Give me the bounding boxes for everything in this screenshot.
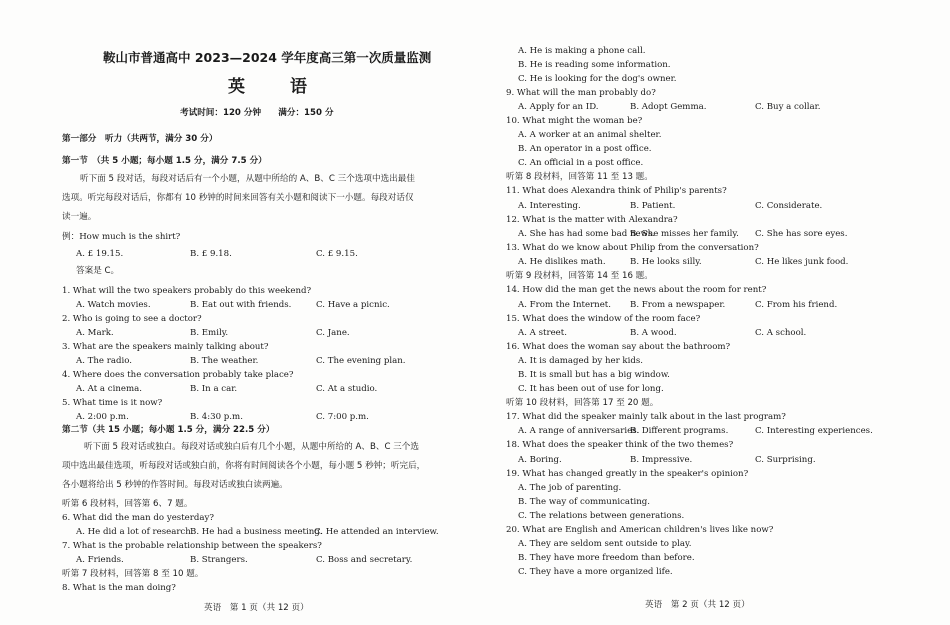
q3-option-b: B. The weather. — [190, 356, 259, 366]
q16-option-b: B. It is small but has a big window. — [518, 370, 670, 380]
q9-option-b: B. Adopt Gemma. — [630, 102, 707, 112]
q13-option-b: B. He looks silly. — [630, 257, 702, 267]
material-10-note: 听第 10 段材料，回答第 17 至 20 题。 — [506, 398, 659, 408]
q6-option-a: A. He did a lot of research. — [76, 527, 194, 537]
q4-option-a: A. At a cinema. — [76, 384, 142, 394]
q16-option-a: A. It is damaged by her kids. — [518, 356, 644, 366]
part-1-heading: 第一部分 听力（共两节，满分 30 分） — [62, 134, 218, 144]
q14-option-c: C. From his friend. — [755, 300, 838, 310]
page-2 — [475, 0, 950, 625]
q18-option-c: C. Surprising. — [755, 455, 816, 465]
q17-option-c: C. Interesting experiences. — [755, 426, 873, 436]
question-20: 20. What are English and American children's lives like now? — [506, 525, 774, 535]
q11-option-a: A. Interesting. — [518, 201, 581, 211]
example-question: 例：How much is the shirt? — [62, 232, 181, 242]
q8-option-a: A. He is making a phone call. — [518, 46, 646, 56]
q5-option-b: B. 4:30 p.m. — [190, 412, 243, 422]
question-16: 16. What does the woman say about the bathroom? — [506, 342, 731, 352]
q9-option-c: C. Buy a collar. — [755, 102, 821, 112]
q18-option-a: A. Boring. — [518, 455, 562, 465]
question-3: 3. What are the speakers mainly talking about? — [62, 342, 269, 352]
question-6: 6. What did the man do yesterday? — [62, 513, 214, 523]
exam-title: 鞍山市普通高中 2023—2024 学年度高三第一次质量监测 — [103, 50, 432, 65]
question-4: 4. Where does the conversation probably take place? — [62, 370, 294, 380]
q5-option-a: A. 2:00 p.m. — [76, 412, 129, 422]
q5-option-c: C. 7:00 p.m. — [316, 412, 369, 422]
q15-option-a: A. A street. — [518, 328, 567, 338]
q10-option-b: B. An operator in a post office. — [518, 144, 652, 154]
question-9: 9. What will the man probably do? — [506, 88, 656, 98]
q7-option-b: B. Strangers. — [190, 555, 248, 565]
q1-option-c: C. Have a picnic. — [316, 300, 390, 310]
q1-option-a: A. Watch movies. — [76, 300, 151, 310]
q16-option-c: C. It has been out of use for long. — [518, 384, 664, 394]
q19-option-a: A. The job of parenting. — [518, 483, 622, 493]
question-8: 8. What is the man doing? — [62, 583, 176, 593]
q19-option-b: B. The way of communicating. — [518, 497, 651, 507]
exam-info: 考试时间：120 分钟 满分：150 分 — [180, 108, 334, 118]
subject-title: 英 语 — [228, 77, 321, 97]
q17-option-b: B. Different programs. — [630, 426, 729, 436]
question-11: 11. What does Alexandra think of Philip's parents? — [506, 186, 727, 196]
q4-option-b: B. In a car. — [190, 384, 238, 394]
page-2-footer: 英语 第 2 页（共 12 页） — [645, 600, 750, 610]
q8-option-b: B. He is reading some information. — [518, 60, 671, 70]
question-18: 18. What does the speaker think of the two themes? — [506, 440, 734, 450]
q6-option-c: C. He attended an interview. — [314, 527, 439, 537]
question-1: 1. What will the two speakers probably do this weekend? — [62, 286, 312, 296]
q3-option-a: A. The radio. — [76, 356, 132, 366]
q20-option-b: B. They have more freedom than before. — [518, 553, 695, 563]
question-5: 5. What time is it now? — [62, 398, 163, 408]
q3-option-c: C. The evening plan. — [316, 356, 406, 366]
section-2-heading: 第二节（共 15 小题；每小题 1.5 分，满分 22.5 分） — [62, 425, 275, 435]
material-6-note: 听第 6 段材料，回答第 6、7 题。 — [62, 499, 193, 509]
instructions-1-line1: 听下面 5 段对话，每段对话后有一个小题，从题中所给的 A、B、C 三个选项中选出最佳 — [80, 174, 415, 184]
example-option-b: B. £ 9.18. — [190, 249, 232, 259]
q4-option-c: C. At a studio. — [316, 384, 378, 394]
q17-option-a: A. A range of anniversaries. — [518, 426, 640, 436]
q8-option-c: C. He is looking for the dog's owner. — [518, 74, 677, 84]
q18-option-b: B. Impressive. — [630, 455, 693, 465]
q2-option-a: A. Mark. — [76, 328, 114, 338]
question-10: 10. What might the woman be? — [506, 116, 643, 126]
material-8-note: 听第 8 段材料，回答第 11 至 13 题。 — [506, 172, 653, 182]
section-1-heading: 第一节 （共 5 小题；每小题 1.5 分，满分 7.5 分） — [62, 156, 267, 166]
page-1-footer: 英语 第 1 页（共 12 页） — [204, 603, 309, 613]
q15-option-b: B. A wood. — [630, 328, 677, 338]
q12-option-a: A. She has had some bad news. — [518, 229, 656, 239]
question-13: 13. What do we know about Philip from the conversation? — [506, 243, 759, 253]
question-19: 19. What has changed greatly in the speaker's opinion? — [506, 469, 749, 479]
q9-option-a: A. Apply for an ID. — [518, 102, 599, 112]
question-17: 17. What did the speaker mainly talk about in the last program? — [506, 412, 786, 422]
question-14: 14. How did the man get the news about the room for rent? — [506, 285, 767, 295]
example-option-c: C. £ 9.15. — [316, 249, 358, 259]
q14-option-b: B. From a newspaper. — [630, 300, 726, 310]
q10-option-c: C. An official in a post office. — [518, 158, 644, 168]
q2-option-c: C. Jane. — [316, 328, 350, 338]
q19-option-c: C. The relations between generations. — [518, 511, 685, 521]
q20-option-a: A. They are seldom sent outside to play. — [518, 539, 692, 549]
question-2: 2. Who is going to see a doctor? — [62, 314, 202, 324]
q14-option-a: A. From the Internet. — [518, 300, 611, 310]
q1-option-b: B. Eat out with friends. — [190, 300, 292, 310]
material-7-note: 听第 7 段材料，回答第 8 至 10 题。 — [62, 569, 204, 579]
q13-option-a: A. He dislikes math. — [518, 257, 606, 267]
q11-option-c: C. Considerate. — [755, 201, 823, 211]
example-option-a: A. £ 19.15. — [76, 249, 124, 259]
q2-option-b: B. Emily. — [190, 328, 229, 338]
instructions-2-line3: 各小题将给出 5 秒钟的作答时间。每段对话或独白读两遍。 — [62, 480, 288, 490]
instructions-1-line3: 读一遍。 — [62, 212, 97, 222]
q10-option-a: A. A worker at an animal shelter. — [518, 130, 662, 140]
instructions-2-line1: 听下面 5 段对话或独白。每段对话或独白后有几个小题，从题中所给的 A、B、C 三个选 — [84, 442, 419, 452]
material-9-note: 听第 9 段材料，回答第 14 至 16 题。 — [506, 271, 653, 281]
q15-option-c: C. A school. — [755, 328, 807, 338]
q13-option-c: C. He likes junk food. — [755, 257, 849, 267]
q12-option-b: B. She misses her family. — [630, 229, 739, 239]
q11-option-b: B. Patient. — [630, 201, 676, 211]
question-15: 15. What does the window of the room face? — [506, 314, 701, 324]
q7-option-c: C. Boss and secretary. — [316, 555, 413, 565]
q7-option-a: A. Friends. — [76, 555, 124, 565]
q6-option-b: B. He had a business meeting. — [190, 527, 323, 537]
instructions-1-line2: 选项。听完每段对话后，你都有 10 秒钟的时间来回答有关小题和阅读下一小题。每段对话仅 — [62, 193, 414, 203]
instructions-2-line2: 项中选出最佳选项，听每段对话或独白前，你将有时间阅读各个小题，每小题 5 秒钟；听完后， — [62, 461, 426, 471]
question-7: 7. What is the probable relationship between the speakers? — [62, 541, 322, 551]
q12-option-c: C. She has sore eyes. — [755, 229, 848, 239]
question-12: 12. What is the matter with Alexandra? — [506, 215, 678, 225]
example-answer: 答案是 C。 — [76, 266, 120, 276]
q20-option-c: C. They have a more organized life. — [518, 567, 673, 577]
